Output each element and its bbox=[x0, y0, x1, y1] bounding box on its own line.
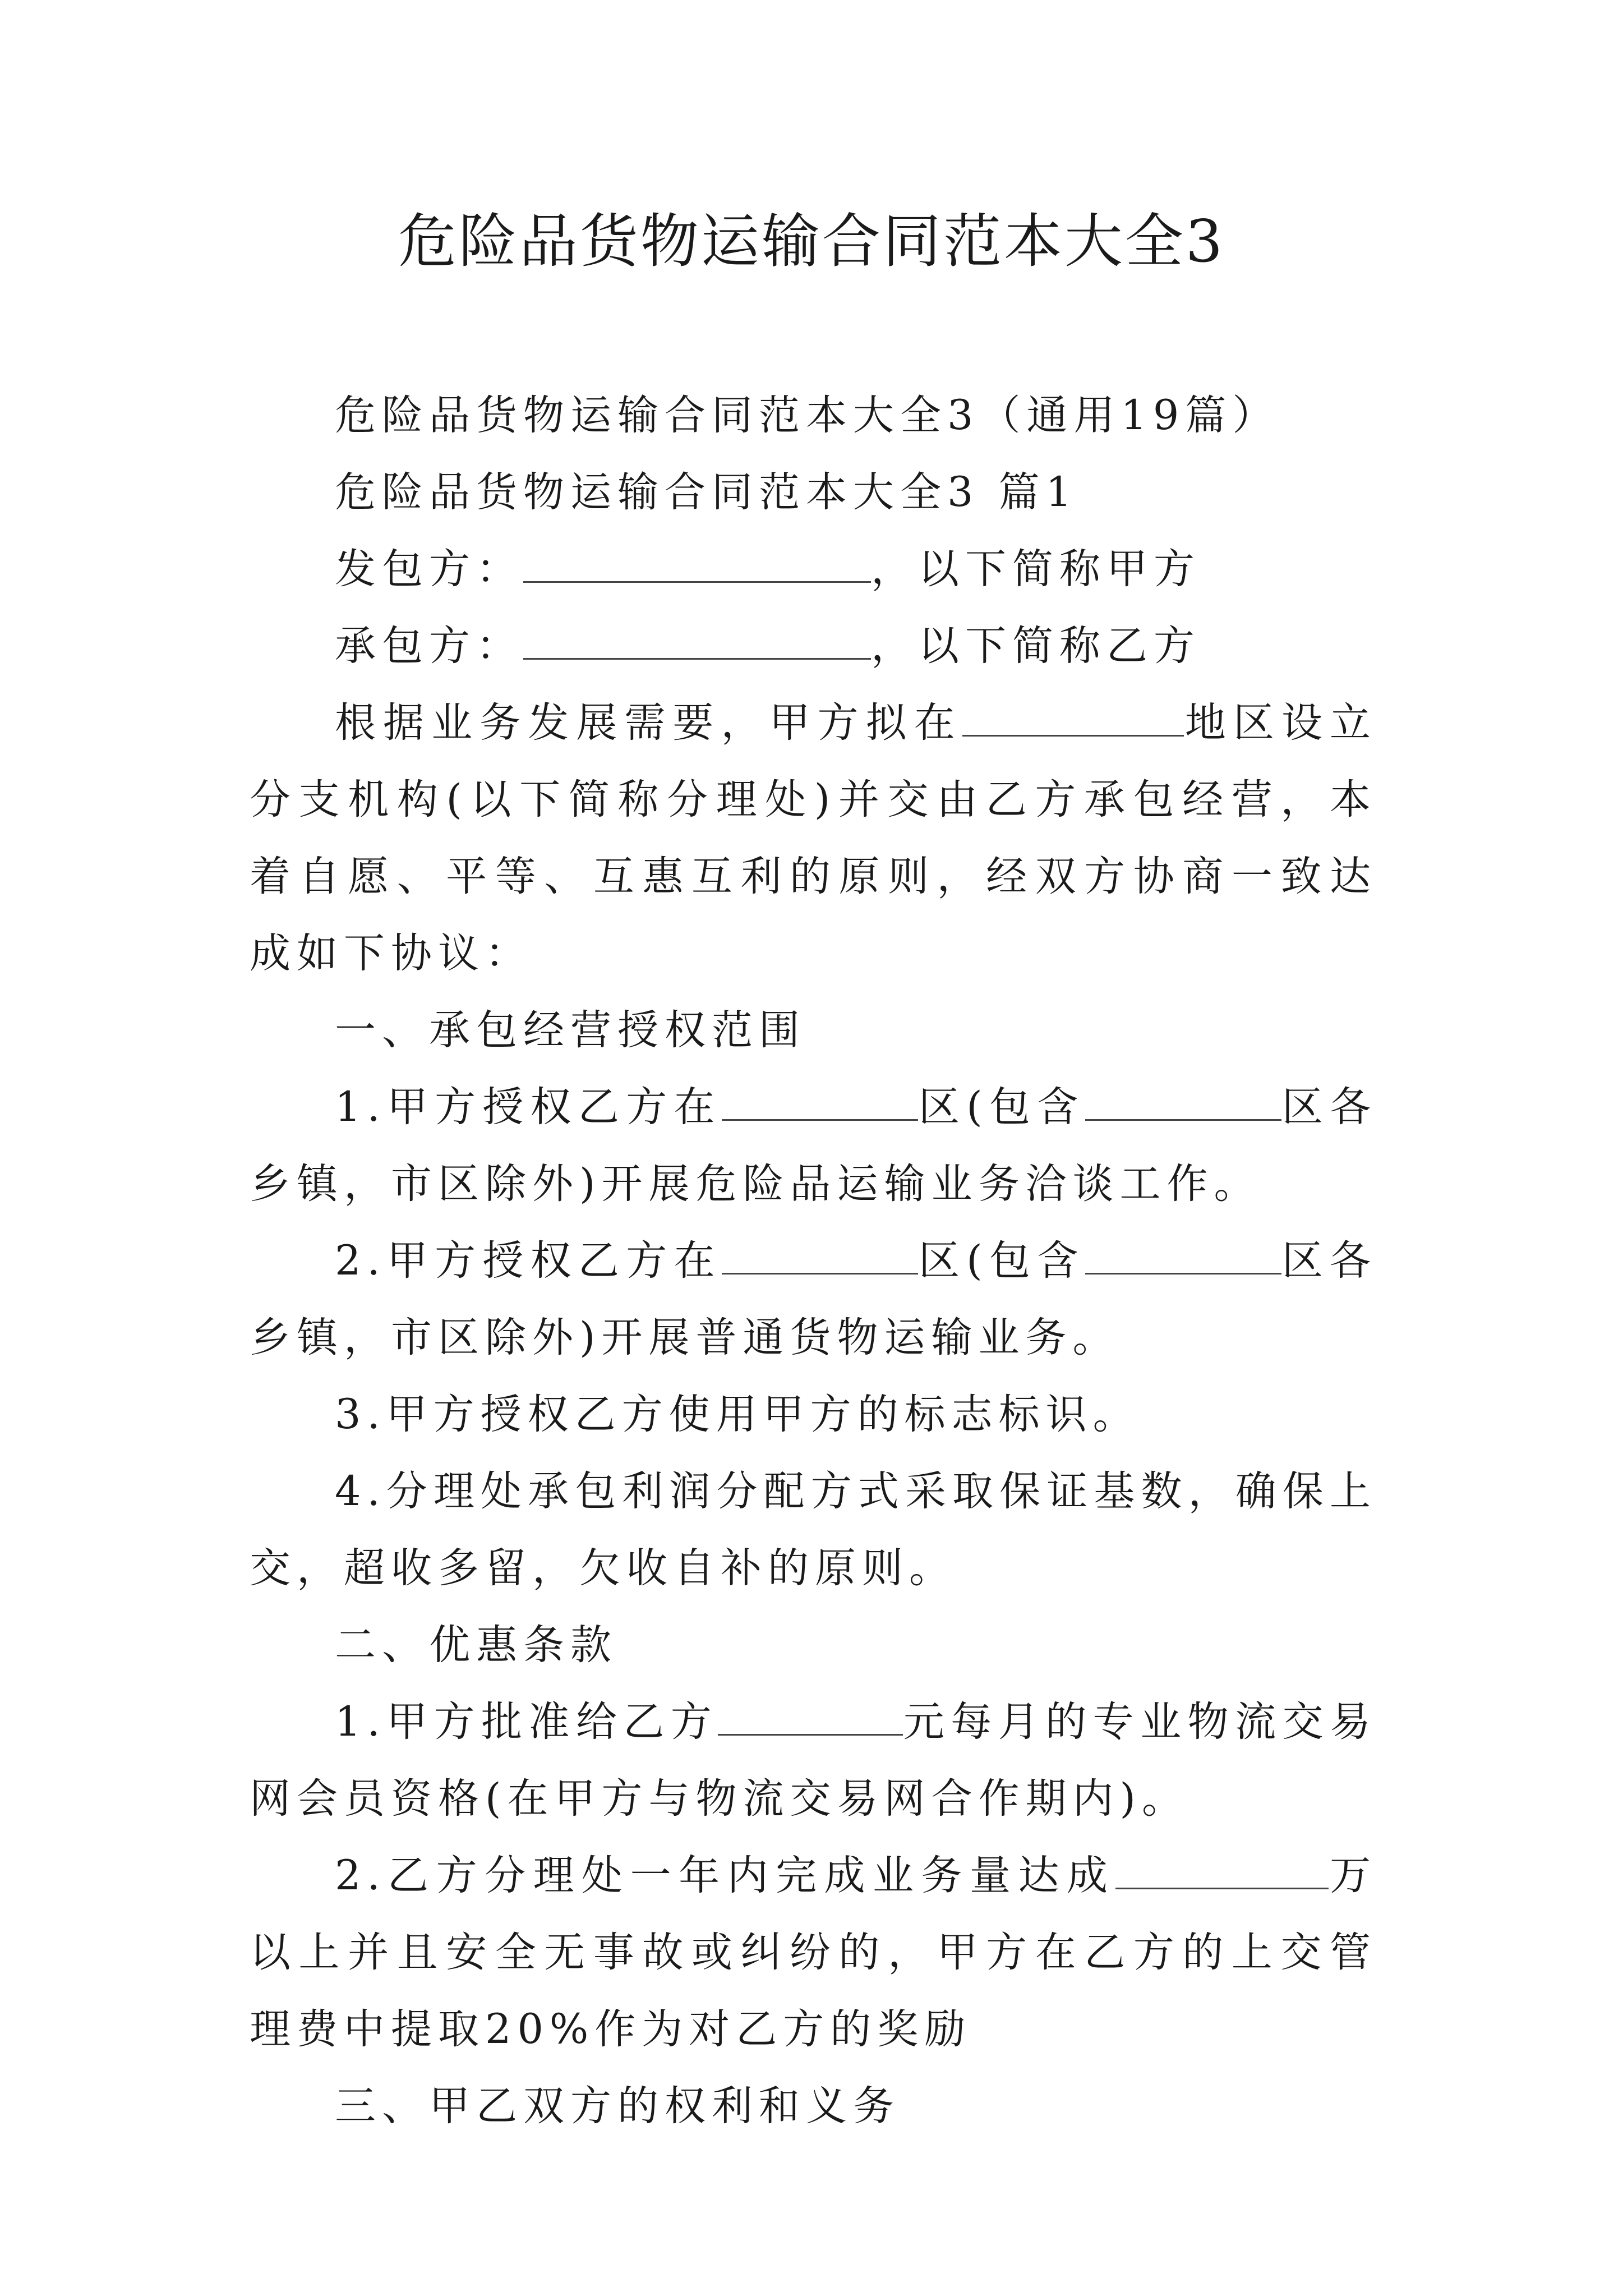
fill-in-blank[interactable] bbox=[718, 1695, 903, 1736]
clause-paragraph bbox=[250, 1683, 1377, 1837]
text-run: ，以下简称甲方 bbox=[871, 545, 1201, 593]
section-heading bbox=[250, 1607, 1377, 1683]
text-run: 承包方： bbox=[335, 622, 523, 670]
text-run: 万以上并且安全无事故或纠纷的，甲方在乙方的上交管理费中提取20%作为对乙方的奖励 bbox=[250, 1852, 1377, 2053]
text-run: 区(包含 bbox=[917, 1083, 1085, 1131]
text-run: 危险品货物运输合同范本大全3 篇1 bbox=[335, 468, 1078, 516]
fill-in-blank[interactable] bbox=[523, 542, 871, 583]
fill-in-blank[interactable] bbox=[1085, 1234, 1281, 1274]
text-run: 地区设立分支机构(以下简称分理处)并交由乙方承包经营，本着自愿、平等、互惠互利的原则，经双方协商一致达成如下协议： bbox=[250, 699, 1377, 977]
text-run: 2.乙方分理处一年内完成业务量达成 bbox=[335, 1852, 1115, 1899]
party-a-line bbox=[250, 531, 1377, 608]
fill-in-blank[interactable] bbox=[523, 619, 871, 660]
fill-in-blank[interactable] bbox=[722, 1234, 918, 1274]
text-run: 区各乡镇，市区除外)开展普通货物运输业务。 bbox=[250, 1237, 1377, 1361]
clause-paragraph bbox=[250, 1453, 1377, 1607]
clause-paragraph bbox=[250, 1222, 1377, 1376]
section-heading bbox=[250, 992, 1377, 1069]
text-run: 元每月的专业物流交易网会员资格(在甲方与物流交易网合作期内)。 bbox=[250, 1698, 1377, 1823]
section-heading bbox=[250, 2068, 1377, 2145]
text-run: 2.甲方授权乙方在 bbox=[335, 1237, 722, 1285]
text-run: 一、承包经营授权范围 bbox=[335, 1006, 806, 1054]
text-run: 危险品货物运输合同范本大全3（通用19篇） bbox=[335, 392, 1280, 439]
clause-paragraph bbox=[250, 1376, 1377, 1453]
document-body bbox=[250, 377, 1377, 2145]
text-run: ，以下简称乙方 bbox=[871, 622, 1201, 670]
fill-in-blank[interactable] bbox=[722, 1080, 918, 1121]
fill-in-blank[interactable] bbox=[1085, 1080, 1281, 1121]
fill-in-blank[interactable] bbox=[1115, 1848, 1329, 1889]
clause-paragraph bbox=[250, 1837, 1377, 2068]
subtitle bbox=[250, 377, 1377, 454]
text-run: 4.分理处承包利润分配方式采取保证基数，确保上交，超收多留，欠收自补的原则。 bbox=[250, 1467, 1377, 1592]
text-run: 三、甲乙双方的权利和义务 bbox=[335, 2082, 900, 2130]
document-title: 危险品货物运输合同范本大全3 bbox=[398, 207, 1225, 275]
article-heading bbox=[250, 454, 1377, 531]
text-run: 发包方： bbox=[335, 545, 523, 593]
text-run: 二、优惠条款 bbox=[335, 1621, 617, 1669]
text-run: 区(包含 bbox=[917, 1237, 1085, 1285]
preamble-paragraph bbox=[250, 684, 1377, 992]
clause-paragraph bbox=[250, 1069, 1377, 1222]
text-run: 1.甲方授权乙方在 bbox=[335, 1083, 722, 1131]
text-run: 根据业务发展需要，甲方拟在 bbox=[335, 699, 962, 747]
text-run: 区各乡镇，市区除外)开展危险品运输业务洽谈工作。 bbox=[250, 1083, 1377, 1208]
fill-in-blank[interactable] bbox=[962, 696, 1184, 737]
text-run: 3.甲方授权乙方使用甲方的标志标识。 bbox=[335, 1391, 1140, 1438]
text-run: 1.甲方批准给乙方 bbox=[335, 1698, 718, 1746]
party-b-line bbox=[250, 608, 1377, 684]
